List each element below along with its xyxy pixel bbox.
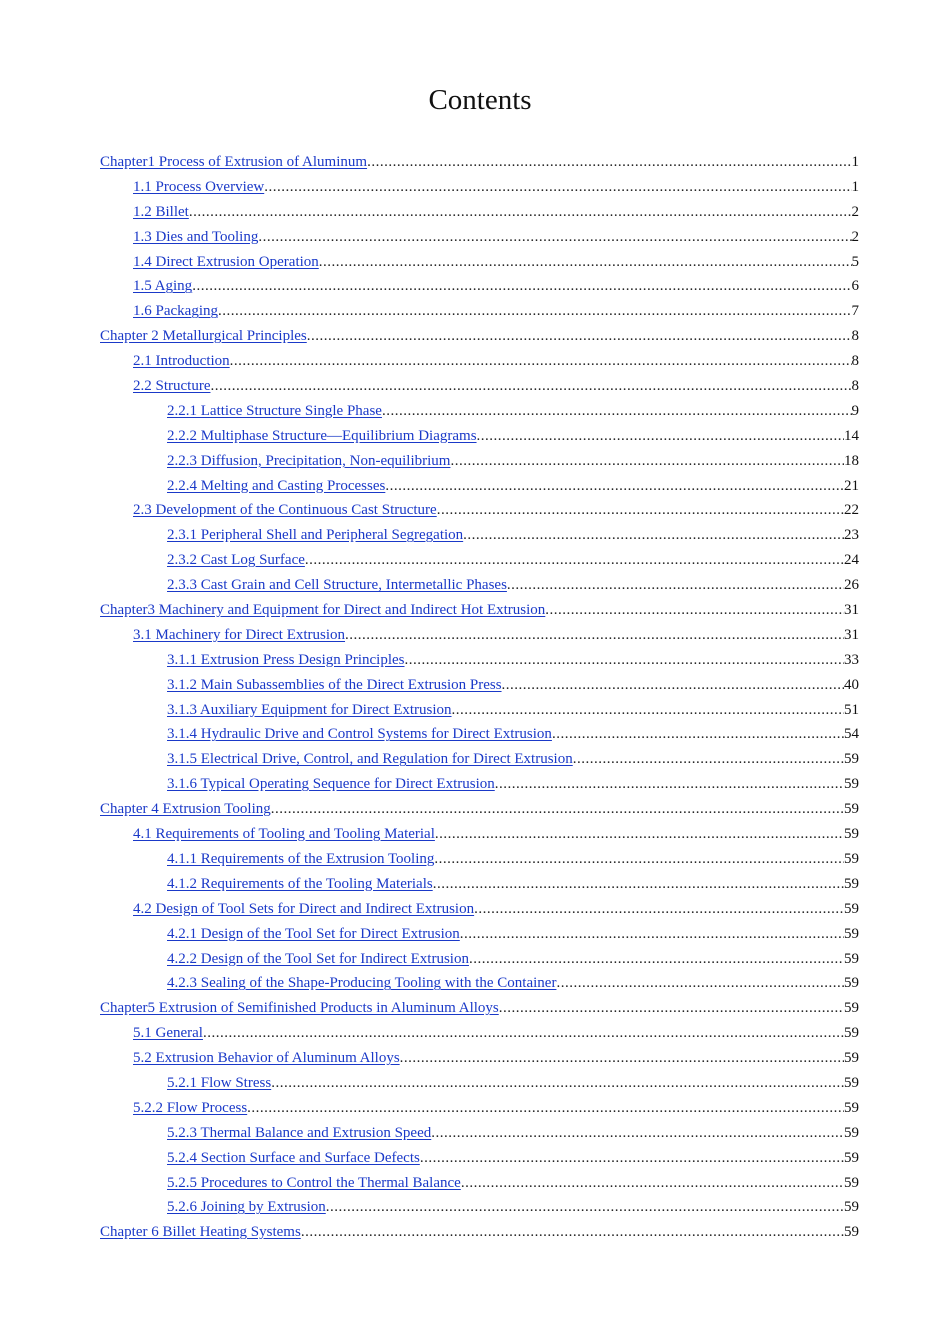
toc-entry-link[interactable]: 4.2.3 Sealing of the Shape-Producing Tooling with the Container	[167, 975, 557, 992]
toc-entry-link[interactable]: Chapter 6 Billet Heating Systems	[100, 1224, 301, 1241]
toc-leader-dots	[573, 747, 844, 772]
toc-entry-link[interactable]: 2.3.2 Cast Log Surface	[167, 552, 305, 569]
toc-page-number: 31	[844, 602, 859, 619]
toc-page-number: 26	[844, 577, 859, 594]
toc-entry[interactable]	[100, 474, 859, 499]
toc-page-number: 1	[851, 178, 859, 195]
toc-entry[interactable]	[100, 548, 859, 573]
toc-leader-dots	[433, 872, 844, 897]
toc-page-number: 59	[844, 1074, 859, 1091]
toc-entry-link[interactable]: 1.1 Process Overview	[133, 178, 265, 195]
toc-entry[interactable]	[100, 1021, 859, 1046]
toc-entry[interactable]	[100, 922, 859, 947]
toc-entry[interactable]	[100, 299, 859, 324]
toc-leader-dots	[552, 722, 844, 747]
toc-entry[interactable]	[100, 150, 859, 175]
toc-entry-link[interactable]: 4.2.2 Design of the Tool Set for Indirect Extrusion	[167, 950, 469, 967]
toc-entry-link[interactable]: 5.2.4 Section Surface and Surface Defects	[167, 1149, 420, 1166]
page-title: Contents	[428, 84, 532, 116]
toc-leader-dots	[218, 299, 852, 324]
toc-page-number: 59	[844, 875, 859, 892]
toc-page-number: 59	[844, 776, 859, 793]
toc-entry[interactable]	[100, 947, 859, 972]
toc-entry-link[interactable]: 4.1.1 Requirements of the Extrusion Tooling	[167, 850, 435, 867]
toc-entry-link[interactable]: Chapter 2 Metallurgical Principles	[100, 328, 307, 345]
toc-page-number: 59	[844, 1099, 859, 1116]
toc-entry-link[interactable]: 2.1 Introduction	[133, 353, 230, 370]
toc-leader-dots	[477, 424, 844, 449]
toc-page-number: 21	[844, 477, 859, 494]
toc-page-number: 9	[851, 402, 859, 419]
toc-page-number: 14	[844, 427, 859, 444]
toc-entry-link[interactable]: 2.2 Structure	[133, 378, 211, 395]
toc-entry-link[interactable]: 1.4 Direct Extrusion Operation	[133, 253, 319, 270]
toc-entry[interactable]	[100, 274, 859, 299]
toc-leader-dots	[434, 847, 844, 872]
toc-entry-link[interactable]: 3.1.4 Hydraulic Drive and Control Systems for Direct Extrusion	[167, 726, 552, 743]
toc-leader-dots	[435, 822, 844, 847]
toc-entry[interactable]	[100, 722, 859, 747]
toc-entry[interactable]	[100, 324, 859, 349]
toc-entry[interactable]	[100, 399, 859, 424]
toc-page-number: 33	[844, 651, 859, 668]
toc-entry[interactable]	[100, 1171, 859, 1196]
toc-page-number: 2	[851, 228, 859, 245]
toc-page-number: 59	[844, 950, 859, 967]
toc-leader-dots	[210, 374, 851, 399]
toc-leader-dots	[301, 1220, 844, 1245]
toc-entry[interactable]	[100, 573, 859, 598]
toc-leader-dots	[367, 150, 851, 175]
toc-entry[interactable]	[100, 1046, 859, 1071]
toc-leader-dots	[271, 797, 844, 822]
toc-leader-dots	[452, 698, 844, 723]
toc-leader-dots	[192, 274, 851, 299]
toc-page-number: 22	[844, 502, 859, 519]
toc-entry-link[interactable]: 4.2.1 Design of the Tool Set for Direct Extrusion	[167, 925, 460, 942]
toc-page-number: 5	[851, 253, 859, 270]
toc-page-number: 59	[844, 751, 859, 768]
toc-leader-dots	[556, 971, 844, 996]
toc-page-number: 31	[844, 626, 859, 643]
toc-entry-link[interactable]: 3.1.1 Extrusion Press Design Principles	[167, 651, 405, 668]
toc-leader-dots	[385, 474, 844, 499]
toc-page-number: 59	[844, 1199, 859, 1216]
toc-leader-dots	[437, 498, 844, 523]
toc-entry[interactable]	[100, 648, 859, 673]
toc-page-number: 59	[844, 826, 859, 843]
table-of-contents	[100, 150, 859, 1245]
toc-entry[interactable]	[100, 1121, 859, 1146]
toc-entry[interactable]	[100, 971, 859, 996]
toc-entry-link[interactable]: 2.3.3 Cast Grain and Cell Structure, Intermetallic Phases	[167, 577, 507, 594]
toc-entry[interactable]	[100, 872, 859, 897]
toc-leader-dots	[469, 947, 844, 972]
toc-leader-dots	[405, 648, 845, 673]
toc-entry[interactable]	[100, 598, 859, 623]
toc-leader-dots	[271, 1071, 844, 1096]
toc-page-number: 59	[844, 1050, 859, 1067]
toc-entry[interactable]	[100, 1146, 859, 1171]
toc-entry-link[interactable]: 1.3 Dies and Tooling	[133, 228, 259, 245]
toc-page-number: 2	[851, 203, 859, 220]
toc-leader-dots	[450, 449, 844, 474]
toc-entry-link[interactable]: 5.2.1 Flow Stress	[167, 1074, 272, 1091]
toc-page-number: 8	[851, 378, 859, 395]
toc-entry[interactable]	[100, 349, 859, 374]
toc-entry-link[interactable]: 1.5 Aging	[133, 278, 193, 295]
toc-page-number: 59	[844, 975, 859, 992]
toc-leader-dots	[420, 1146, 844, 1171]
toc-page-number: 51	[844, 701, 859, 718]
toc-entry-link[interactable]: 4.2 Design of Tool Sets for Direct and Indirect Extrusion	[133, 900, 475, 917]
toc-entry-link[interactable]: 3.1 Machinery for Direct Extrusion	[133, 626, 346, 643]
toc-leader-dots	[319, 250, 852, 275]
toc-entry-link[interactable]: Chapter1 Process of Extrusion of Aluminum	[100, 154, 368, 170]
toc-entry[interactable]	[100, 822, 859, 847]
toc-page-number: 18	[844, 452, 859, 469]
toc-entry[interactable]	[100, 1220, 859, 1245]
toc-leader-dots	[431, 1121, 844, 1146]
toc-entry-link[interactable]: 5.2.5 Procedures to Control the Thermal Balance	[167, 1174, 461, 1191]
toc-leader-dots	[203, 1021, 844, 1046]
toc-entry[interactable]	[100, 225, 859, 250]
toc-page-number: 54	[844, 726, 859, 743]
toc-entry[interactable]	[100, 1195, 859, 1220]
toc-entry[interactable]	[100, 1071, 859, 1096]
toc-page-number: 24	[844, 552, 859, 569]
toc-page-number: 59	[844, 925, 859, 942]
toc-leader-dots	[264, 175, 851, 200]
toc-entry[interactable]	[100, 747, 859, 772]
toc-entry[interactable]	[100, 847, 859, 872]
toc-leader-dots	[499, 996, 844, 1021]
toc-page-number: 59	[844, 801, 859, 818]
toc-entry-link[interactable]: 5.2.3 Thermal Balance and Extrusion Speed	[167, 1124, 432, 1141]
toc-leader-dots	[545, 598, 844, 623]
toc-entry-link[interactable]: 2.2.2 Multiphase Structure—Equilibrium Diagrams	[167, 427, 477, 444]
toc-entry-link[interactable]: 5.2.6 Joining by Extrusion	[167, 1199, 326, 1216]
toc-entry-link[interactable]: 2.2.3 Diffusion, Precipitation, Non-equilibrium	[167, 452, 451, 469]
toc-entry-link[interactable]: 5.2.2 Flow Process	[133, 1099, 248, 1116]
toc-entry-link[interactable]: 3.1.2 Main Subassemblies of the Direct Extrusion Press	[167, 676, 502, 693]
toc-leader-dots	[305, 548, 844, 573]
toc-entry-link[interactable]: 1.2 Billet	[133, 203, 189, 220]
toc-entry-link[interactable]: 5.2 Extrusion Behavior of Aluminum Alloys	[133, 1050, 400, 1067]
toc-page-number: 59	[844, 900, 859, 917]
toc-leader-dots	[474, 897, 844, 922]
toc-page-number: 7	[851, 303, 859, 320]
toc-page-number: 8	[851, 353, 859, 370]
toc-page-number: 23	[844, 527, 859, 544]
toc-page-number: 59	[844, 1025, 859, 1042]
toc-entry-link[interactable]: 4.1.2 Requirements of the Tooling Materials	[167, 875, 433, 892]
toc-leader-dots	[461, 1171, 844, 1196]
toc-entry-link[interactable]: 1.6 Packaging	[133, 303, 218, 320]
toc-leader-dots	[230, 349, 852, 374]
toc-page-number: 59	[844, 850, 859, 867]
toc-entry[interactable]	[100, 996, 859, 1021]
toc-entry[interactable]	[100, 772, 859, 797]
toc-page-number: 59	[844, 1124, 859, 1141]
toc-entry-link[interactable]: Chapter 4 Extrusion Tooling	[100, 801, 271, 818]
toc-page-number: 40	[844, 676, 859, 693]
toc-leader-dots	[326, 1195, 844, 1220]
toc-entry-link[interactable]: 3.1.3 Auxiliary Equipment for Direct Extrusion	[167, 701, 452, 718]
toc-page-number: 6	[851, 278, 859, 295]
toc-entry[interactable]	[100, 523, 859, 548]
toc-leader-dots	[247, 1096, 844, 1121]
toc-entry-link[interactable]: 2.2.1 Lattice Structure Single Phase	[167, 402, 382, 419]
toc-entry[interactable]	[100, 424, 859, 449]
toc-entry-link[interactable]: 2.3 Development of the Continuous Cast Structure	[133, 502, 437, 519]
toc-entry[interactable]	[100, 498, 859, 523]
toc-entry[interactable]	[100, 698, 859, 723]
toc-entry[interactable]	[100, 374, 859, 399]
toc-leader-dots	[507, 573, 844, 598]
toc-entry-link[interactable]: 2.2.4 Melting and Casting Processes	[167, 477, 386, 494]
toc-leader-dots	[345, 623, 844, 648]
toc-entry[interactable]	[100, 623, 859, 648]
toc-entry[interactable]	[100, 1096, 859, 1121]
toc-leader-dots	[463, 523, 844, 548]
toc-entry-link[interactable]: 5.1 General	[133, 1025, 203, 1042]
toc-entry[interactable]	[100, 897, 859, 922]
toc-entry[interactable]	[100, 797, 859, 822]
toc-entry[interactable]	[100, 200, 859, 225]
toc-entry-link[interactable]: Chapter3 Machinery and Equipment for Direct and Indirect Hot Extrusion	[100, 602, 546, 619]
toc-entry-link[interactable]: 3.1.5 Electrical Drive, Control, and Regulation for Direct Extrusion	[167, 751, 573, 768]
toc-entry-link[interactable]: 3.1.6 Typical Operating Sequence for Direct Extrusion	[167, 776, 495, 793]
toc-page-number: 8	[851, 328, 859, 345]
toc-leader-dots	[460, 922, 844, 947]
toc-page-number: 59	[844, 1224, 859, 1241]
toc-leader-dots	[495, 772, 844, 797]
toc-leader-dots	[502, 673, 844, 698]
toc-entry-link[interactable]: 2.3.1 Peripheral Shell and Peripheral Segregation	[167, 527, 464, 544]
toc-entry[interactable]	[100, 175, 859, 200]
toc-leader-dots	[189, 200, 852, 225]
toc-page-number: 59	[844, 1000, 859, 1017]
toc-leader-dots	[258, 225, 851, 250]
toc-entry-link[interactable]: Chapter5 Extrusion of Semifinished Products in Aluminum Alloys	[100, 1000, 499, 1017]
toc-leader-dots	[307, 324, 852, 349]
toc-page-number: 59	[844, 1174, 859, 1191]
toc-leader-dots	[382, 399, 852, 424]
toc-entry[interactable]	[100, 449, 859, 474]
toc-entry-link[interactable]: 4.1 Requirements of Tooling and Tooling Material	[133, 826, 435, 843]
toc-page-number: 1	[851, 154, 859, 170]
toc-leader-dots	[400, 1046, 844, 1071]
toc-entry[interactable]	[100, 673, 859, 698]
toc-page-number: 59	[844, 1149, 859, 1166]
toc-entry[interactable]	[100, 250, 859, 275]
